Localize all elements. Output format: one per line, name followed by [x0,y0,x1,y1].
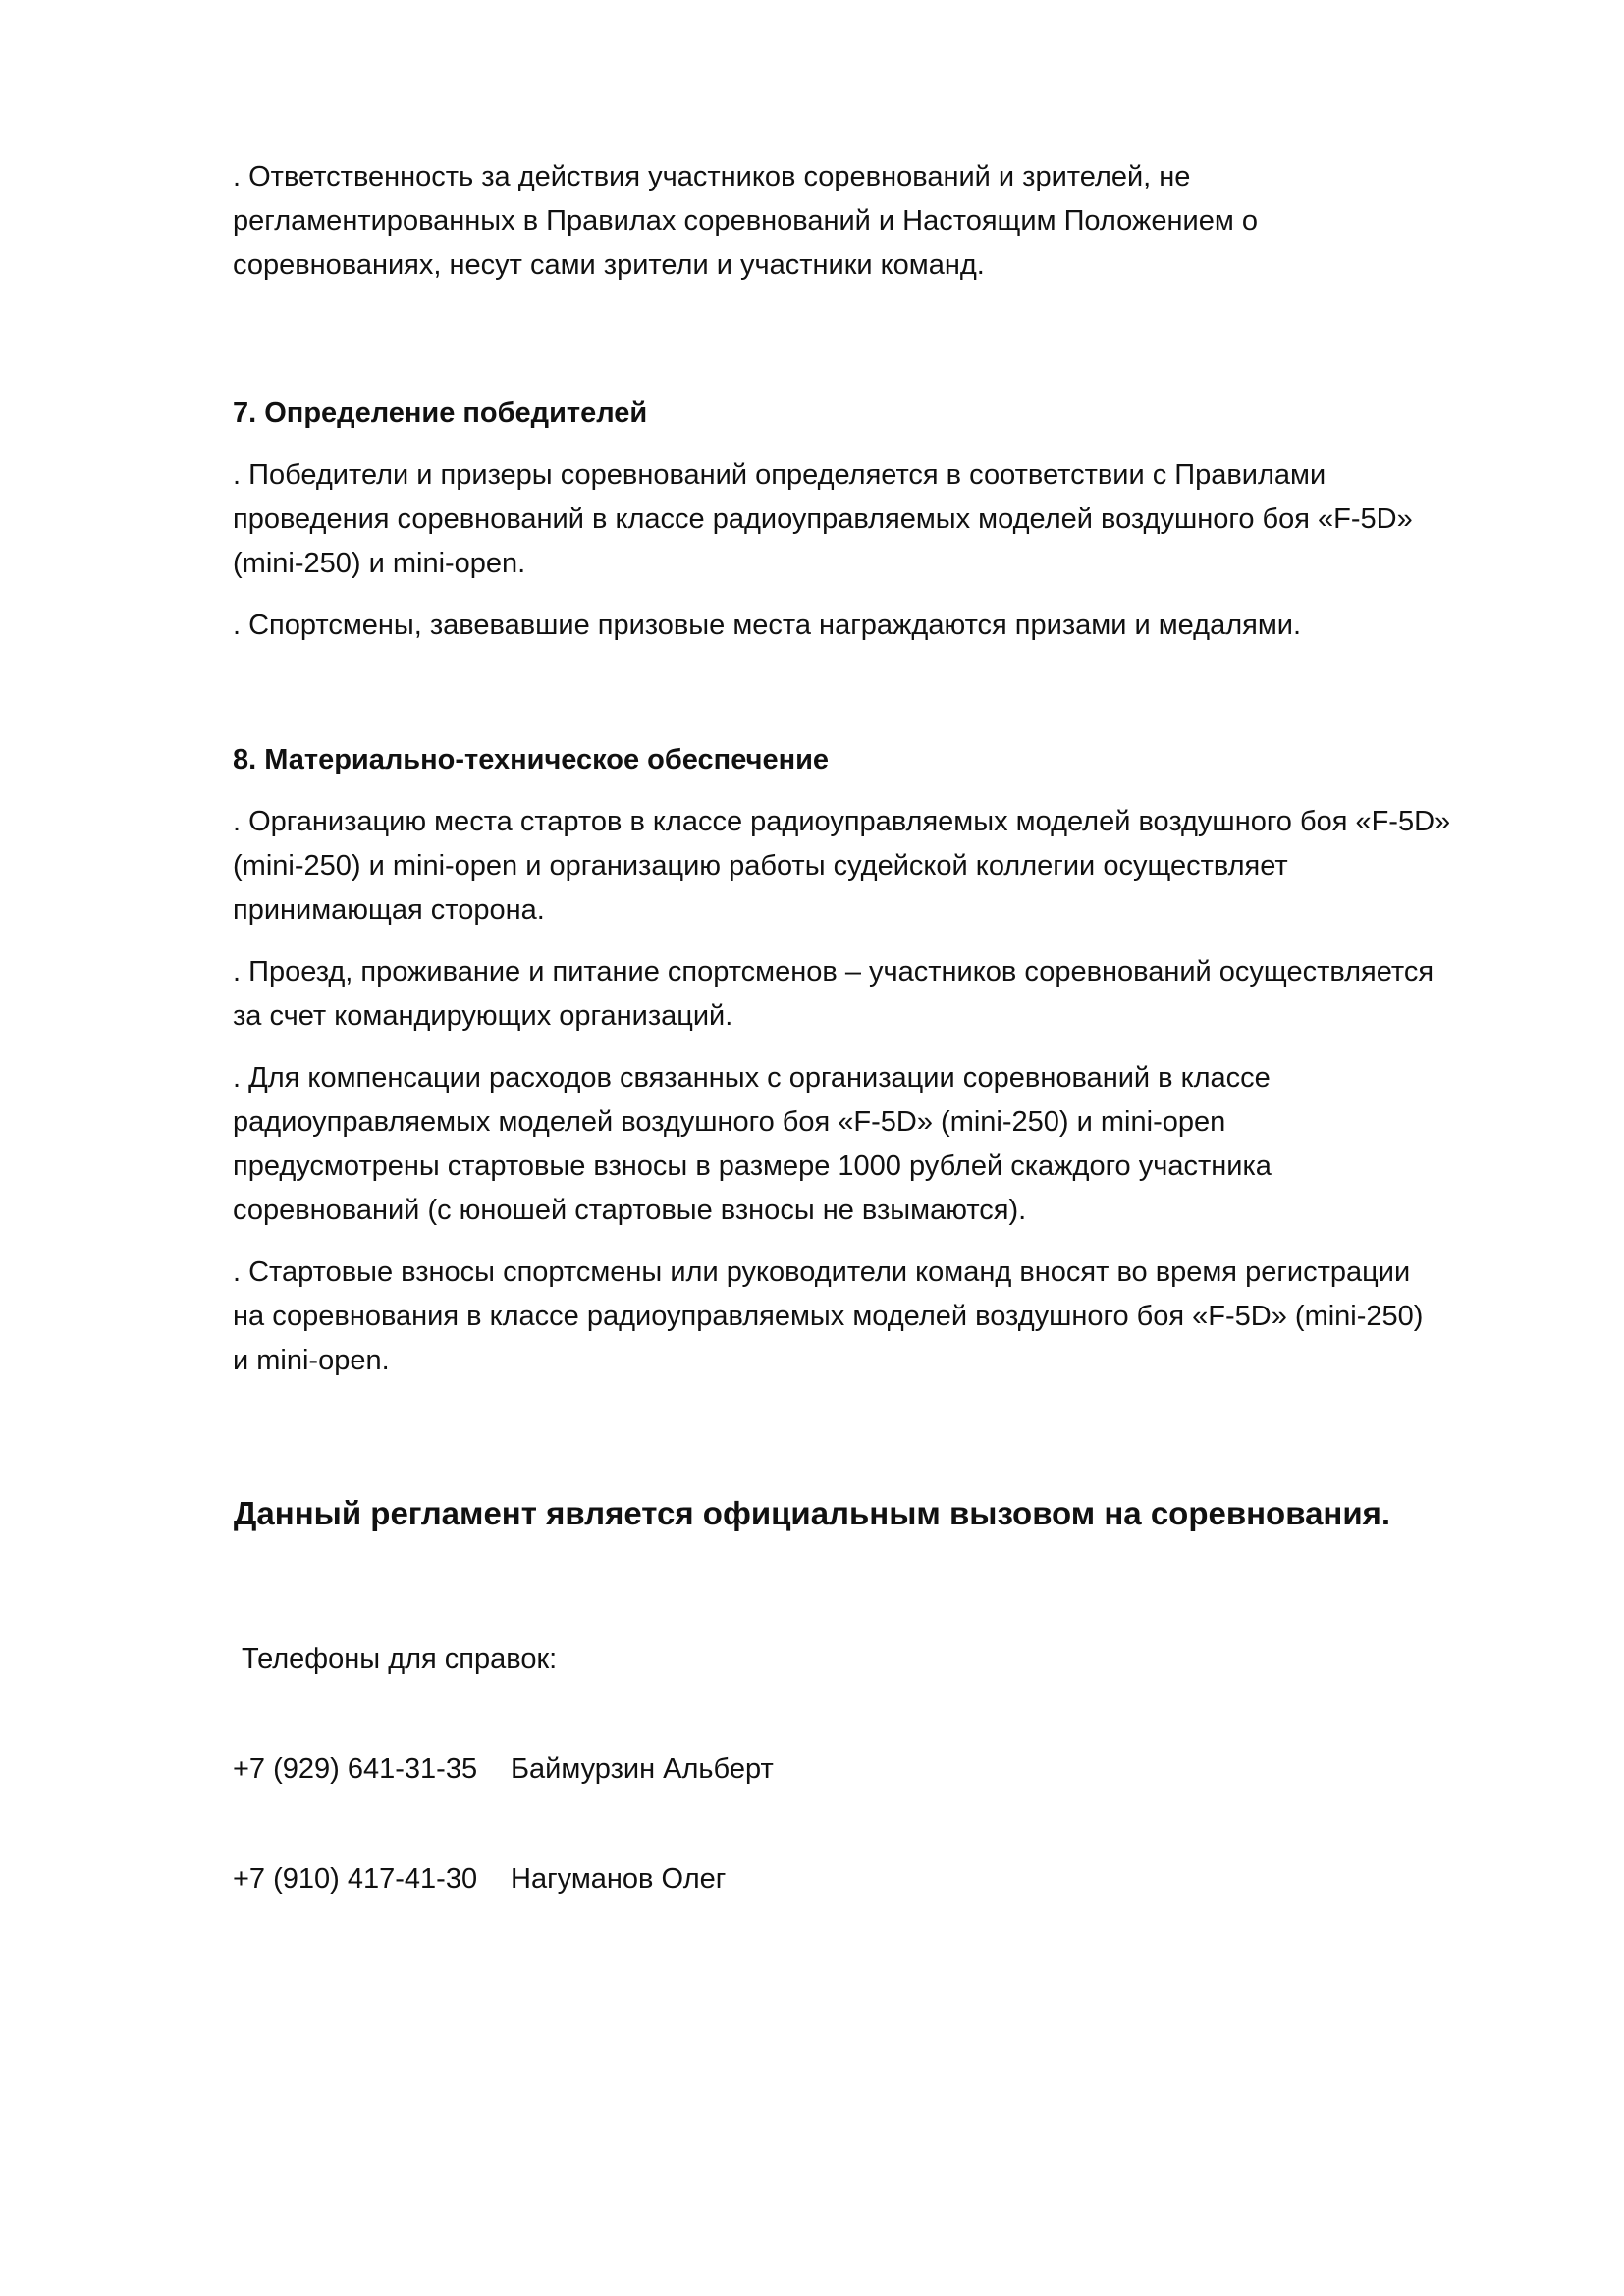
logistics-paragraph-fees: . Для компенсации расходов связанных с организации соревнований в классе радиоуправляемых моделей воздушного боя «F-5D» (mini-250) и mini-open предусмотрены стартовые взносы в размере 1000 рублей скаждого участника соревнований (с юношей стартовые взносы не взымаются). [233,1062,1272,1226]
contacts-block [233,1637,1529,1901]
official-call-statement: Данный регламент является официальным вызовом на соревнования. [233,1495,1391,1531]
winners-paragraph-prizes: . Спортсмены, завевавшие призовые места награждаются призами и медалями. [233,610,1302,641]
contact-name: Нагуманов Олег [511,1863,727,1895]
logistics-paragraph-venue: . Организацию места стартов в классе радиоуправляемых моделей воздушного боя «F-5D» (mini-250) и mini-open и организацию работы судейской коллегии осуществляет принимающая сторона. [233,806,1451,926]
winners-paragraph-rules: . Победители и призеры соревнований определяется в соответствии с Правилами проведения соревнований в классе радиоуправляемых моделей воздушного боя «F-5D» (mini-250) и mini-open. [233,459,1413,579]
section-winners [233,392,1529,648]
contact-phone: +7 (910) 417-41-30 [233,1863,478,1895]
contacts-label: Телефоны для справок: [242,1643,558,1675]
contact-name: Баймурзин Альберт [511,1753,774,1785]
contact-phone: +7 (929) 641-31-35 [233,1753,478,1785]
section-heading-winners: 7. Определение победителей [233,398,648,429]
contact-row [233,1813,1529,1901]
contact-row [233,1703,1529,1791]
responsibility-paragraph: . Ответственность за действия участников соревнований и зрителей, не регламентированных в Правилах соревнований и Настоящим Положением о соревнованиях, несут сами зрители и участники команд. [233,161,1258,281]
logistics-paragraph-travel: . Проезд, проживание и питание спортсменов – участников соревнований осуществляется за счет командирующих организаций. [233,956,1435,1032]
section-logistics [233,738,1529,1383]
logistics-paragraph-fee-payment: . Стартовые взносы спортсмены или руководители команд вносят во время регистрации на соревнования в классе радиоуправляемых моделей воздушного боя «F-5D» (mini-250) и mini-open. [233,1256,1424,1376]
section-heading-logistics: 8. Материально-техническое обеспечение [233,744,830,775]
page-content [233,155,1529,1901]
